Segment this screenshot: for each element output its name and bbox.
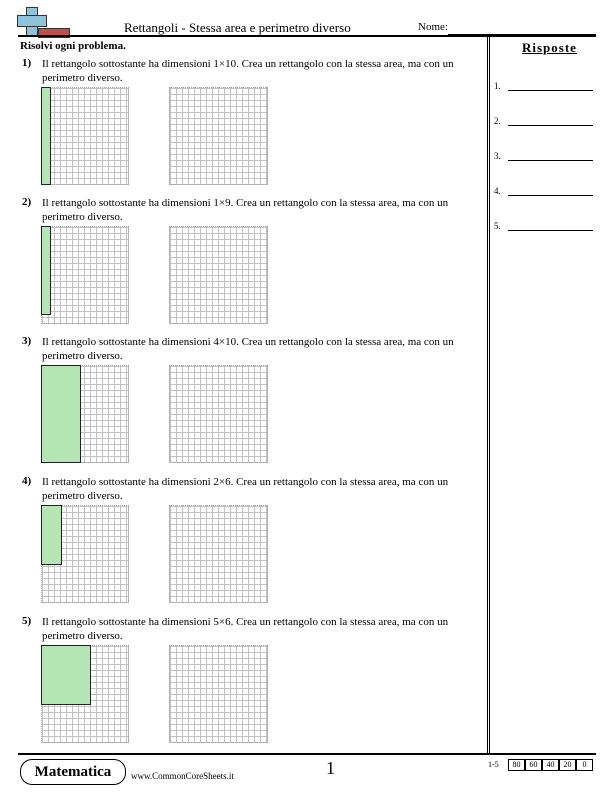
problem-1-rectangle [41,87,51,185]
name-label: Nome: [418,21,448,33]
answer-2-label: 2. [494,116,501,126]
answer-4-line[interactable] [508,195,593,196]
header-rule [18,35,596,37]
problem-2-grid-given [41,226,129,324]
problem-3-rectangle [41,365,81,463]
problem-2-number: 2) [22,196,32,208]
answer-3-line[interactable] [508,160,593,161]
score-range-label: 1-5 [488,760,499,769]
problem-1-grid-answer[interactable] [169,87,268,185]
problem-2-grid-answer[interactable] [169,226,268,324]
score-box-20: 20 [559,759,576,771]
problem-3-number: 3) [22,335,32,347]
problem-5-grid-answer[interactable] [169,645,268,743]
score-box-60: 60 [525,759,542,771]
problem-4-text: Il rettangolo sottostante ha dimensioni 2×6. Crea un rettangolo con la stessa area, ma con un perimetro diverso. [42,476,449,502]
problem-4-number: 4) [22,475,32,487]
answer-1-line[interactable] [508,90,593,91]
problem-2-rectangle [41,226,51,315]
worksheet-title: Rettangoli - Stessa area e perimetro diverso [124,20,351,35]
problem-4-rectangle [41,505,62,565]
answer-4-label: 4. [494,186,501,196]
problem-5-rectangle [41,645,91,705]
column-divider-1 [487,36,488,754]
answer-3-label: 3. [494,151,501,161]
problem-3-grid-answer[interactable] [169,365,268,463]
logo-plus-horizontal [17,15,47,27]
problem-5-text: Il rettangolo sottostante ha dimensioni 5×6. Crea un rettangolo con la stessa area, ma con un perimetro diverso. [42,616,449,642]
problem-4-grid-answer[interactable] [169,505,268,603]
subject-badge: Matematica [20,759,126,785]
problem-1-text: Il rettangolo sottostante ha dimensioni 1×10. Crea un rettangolo con la stessa area, ma con un perimetro diverso. [42,58,454,84]
problem-2-text: Il rettangolo sottostante ha dimensioni 1×9. Crea un rettangolo con la stessa area, ma con un perimetro diverso. [42,197,449,223]
answer-5-line[interactable] [508,230,593,231]
answers-title: Risposte [522,40,577,55]
score-box-80: 80 [508,759,525,771]
website-label: www.CommonCoreSheets.it [131,771,234,781]
footer-rule [18,753,596,755]
problem-1-grid-given [41,87,129,185]
score-box-0: 0 [576,759,593,771]
problem-3-text: Il rettangolo sottostante ha dimensioni 4×10. Crea un rettangolo con la stessa area, ma con un perimetro diverso. [42,336,454,362]
score-box-40: 40 [542,759,559,771]
instructions: Risolvi ogni problema. [20,40,126,52]
column-divider-2 [489,36,490,754]
problem-5-number: 5) [22,615,32,627]
answer-5-label: 5. [494,221,501,231]
page-number: 1 [326,758,335,778]
answer-2-line[interactable] [508,125,593,126]
problem-1-number: 1) [22,57,32,69]
answer-1-label: 1. [494,81,501,91]
